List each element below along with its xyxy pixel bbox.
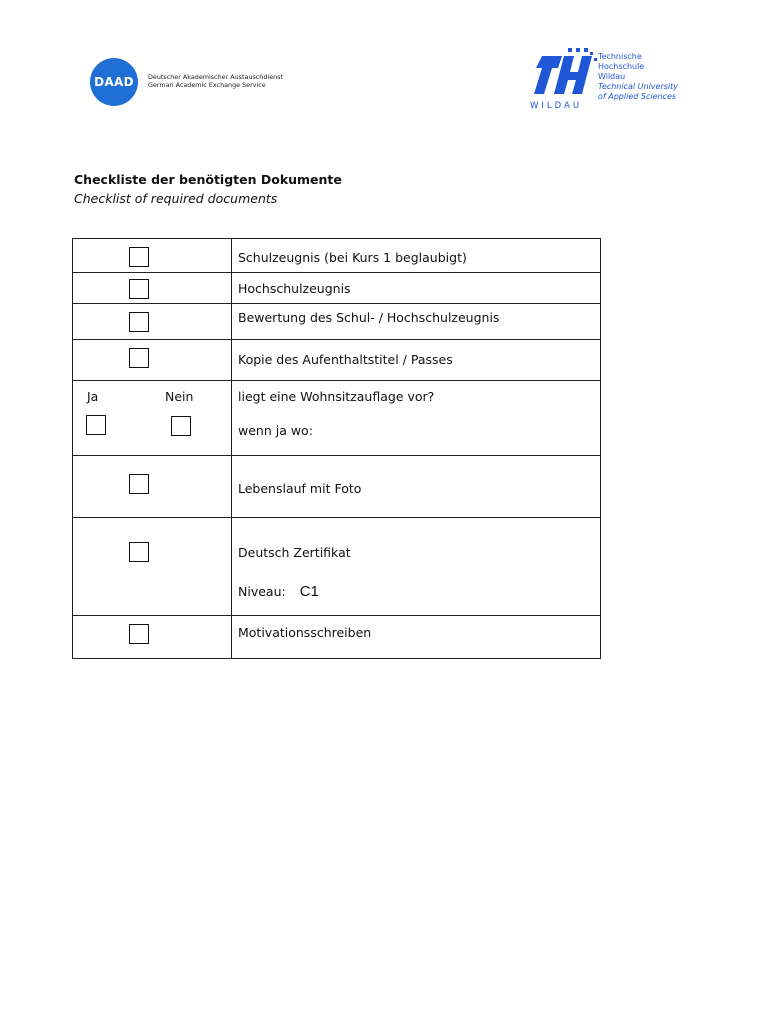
row-label: liegt eine Wohnsitzauflage vor? bbox=[238, 389, 435, 404]
page-subtitle: Checklist of required documents bbox=[74, 191, 278, 206]
th-line-4: Technical University bbox=[598, 82, 679, 91]
checkbox[interactable] bbox=[129, 474, 149, 494]
page-title: Checkliste der benötigten Dokumente bbox=[74, 172, 342, 187]
checklist-row bbox=[73, 304, 601, 340]
level-line bbox=[238, 583, 319, 600]
no-label: Nein bbox=[165, 389, 194, 404]
checklist-row bbox=[73, 616, 601, 659]
row-label: Schulzeugnis (bei Kurs 1 beglaubigt) bbox=[238, 250, 467, 265]
row-label: Lebenslauf mit Foto bbox=[238, 481, 362, 496]
checkbox[interactable] bbox=[129, 247, 149, 267]
th-wildau-mark bbox=[528, 46, 598, 116]
th-line-2: Hochschule bbox=[598, 62, 645, 71]
checkbox[interactable] bbox=[129, 279, 149, 299]
yes-label: Ja bbox=[87, 389, 99, 404]
checklist-table bbox=[72, 238, 601, 659]
th-wildau-text bbox=[598, 52, 678, 102]
th-wildau-wordmark: WILDAU bbox=[530, 101, 583, 111]
checklist-row bbox=[73, 518, 601, 616]
checklist-row bbox=[73, 239, 601, 273]
checkbox[interactable] bbox=[129, 348, 149, 368]
daad-line-1: Deutscher Akademischer Austauschdienst bbox=[148, 73, 284, 81]
row-label: Deutsch Zertifikat bbox=[238, 545, 351, 560]
level-value[interactable]: C1 bbox=[299, 583, 319, 600]
level-label: Niveau: bbox=[238, 584, 286, 599]
checkbox[interactable] bbox=[129, 312, 149, 332]
yes-checkbox[interactable] bbox=[86, 415, 106, 435]
daad-logo bbox=[90, 58, 290, 106]
checklist-row bbox=[73, 456, 601, 518]
checkbox[interactable] bbox=[129, 542, 149, 562]
th-line-1: Technische bbox=[598, 52, 642, 61]
daad-badge: DAAD bbox=[90, 58, 138, 106]
row-label: Kopie des Aufenthaltstitel / Passes bbox=[238, 352, 453, 367]
no-checkbox[interactable] bbox=[171, 416, 191, 436]
row-label: Hochschulzeugnis bbox=[238, 281, 351, 296]
th-wildau-logo bbox=[528, 46, 688, 116]
checklist-row bbox=[73, 381, 601, 456]
checklist-row bbox=[73, 340, 601, 381]
row-sublabel: wenn ja wo: bbox=[238, 423, 313, 438]
checklist-row bbox=[73, 273, 601, 304]
daad-text bbox=[148, 73, 283, 89]
row-label: Bewertung des Schul- / Hochschulzeugnis bbox=[238, 310, 500, 325]
daad-line-2: German Academic Exchange Service bbox=[148, 81, 266, 89]
th-line-3: Wildau bbox=[598, 72, 626, 81]
row-label: Motivationsschreiben bbox=[238, 625, 372, 640]
checkbox[interactable] bbox=[129, 624, 149, 644]
th-line-5: of Applied Sciences bbox=[598, 92, 677, 101]
